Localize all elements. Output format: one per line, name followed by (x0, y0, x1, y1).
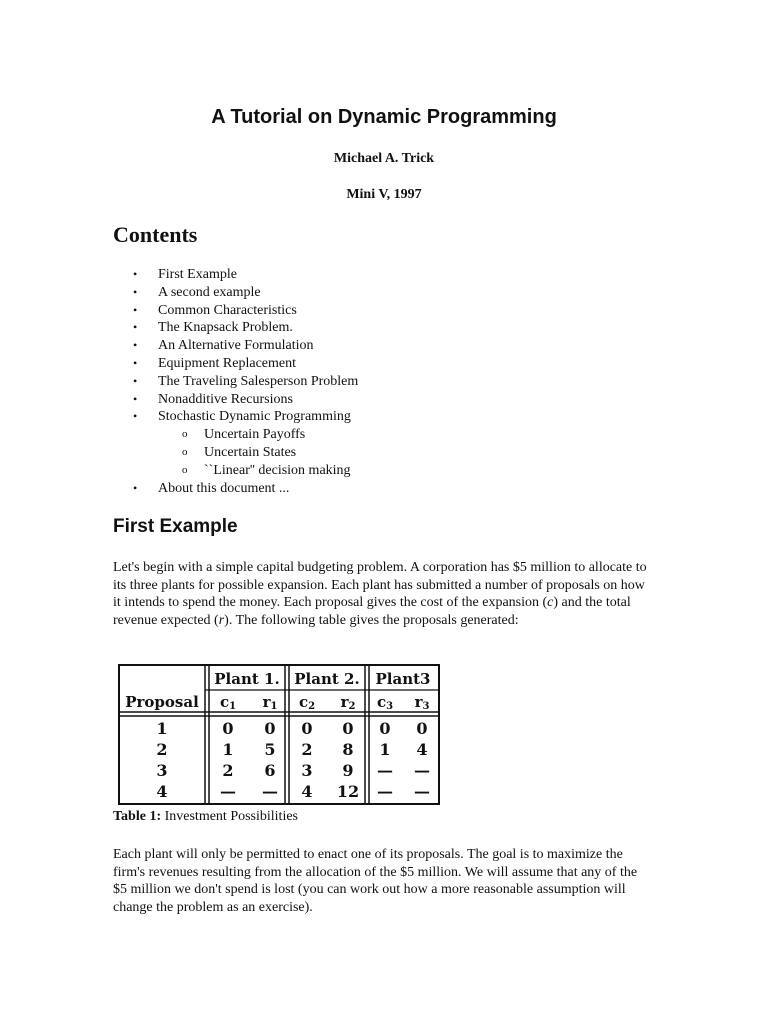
toc-link[interactable]: About this document ... (158, 480, 290, 496)
table-cell: — (414, 782, 430, 801)
table-cell: 0 (379, 719, 391, 738)
table-cell: 2 (301, 740, 313, 759)
bullet-icon: • (133, 373, 138, 388)
table-cell: — (262, 782, 278, 801)
table-cell: — (377, 761, 393, 780)
bullet-icon: • (133, 267, 138, 281)
cost-symbol: c (547, 595, 554, 611)
document-date: Mini V, 1997 (346, 187, 422, 202)
caption-text: Investment Possibilities (164, 809, 298, 824)
toc-link[interactable]: A second example (158, 284, 261, 300)
table-cell: 4 (301, 782, 313, 801)
proposal-number-cell: 4 (156, 782, 168, 801)
plant-column-header: Plant 2. (294, 670, 360, 688)
para-text: ). The following table gives the proposals generated: (224, 612, 519, 628)
table-cell: 0 (264, 719, 276, 738)
table-cell: 1 (222, 740, 234, 759)
toc-link[interactable]: Common Characteristics (158, 302, 297, 318)
toc-link[interactable]: The Knapsack Problem. (158, 320, 293, 336)
toc-link[interactable]: Equipment Replacement (158, 355, 297, 371)
toc-link[interactable]: Uncertain Payoffs (204, 427, 306, 443)
document-title: A Tutorial on Dynamic Programming (211, 106, 557, 128)
cost-revenue-subheader: c2 (298, 693, 316, 712)
cost-revenue-subheader: c1 (219, 693, 237, 712)
bullet-icon: • (133, 320, 138, 335)
bullet-icon: • (133, 284, 138, 299)
investment-table-figure (118, 664, 440, 805)
section-heading-first-example: First Example (113, 516, 238, 537)
plant-column-header: Plant3 (375, 670, 431, 688)
bullet-icon: • (133, 355, 138, 370)
circle-bullet-icon: o (182, 445, 188, 458)
investment-table (120, 666, 438, 803)
table-cell: — (414, 761, 430, 780)
toc-link[interactable]: First Example (158, 267, 237, 282)
table-cell: 6 (264, 761, 276, 780)
contents-heading: Contents (113, 222, 198, 247)
circle-bullet-icon: o (182, 428, 188, 441)
bullet-icon: • (133, 302, 138, 317)
table-cell: 0 (342, 719, 354, 738)
table-cell: 0 (301, 719, 313, 738)
table-cell: 9 (342, 761, 354, 780)
plant-column-header: Plant 1. (214, 670, 280, 688)
cost-revenue-subheader: r1 (262, 693, 278, 712)
bullet-icon: • (133, 409, 138, 424)
toc-link[interactable]: The Traveling Salesperson Problem (158, 373, 359, 389)
table-cell: 4 (416, 740, 428, 759)
table-cell: 2 (222, 761, 234, 780)
proposal-column-header: Proposal (125, 693, 199, 711)
table-cell: 0 (222, 719, 234, 738)
proposal-number-cell: 3 (156, 761, 168, 780)
table-cell: — (377, 782, 393, 801)
table-caption (113, 809, 298, 825)
cost-revenue-subheader: r2 (340, 693, 356, 712)
table-cell: 8 (342, 740, 354, 759)
revenue-symbol: r (218, 612, 225, 628)
table-cell: 12 (336, 782, 360, 801)
proposal-number-cell: 1 (156, 719, 168, 738)
circle-bullet-icon: o (182, 463, 188, 476)
goal-paragraph: Each plant will only be permitted to enact one of its proposals. The goal is to maximize the firm's revenues resulting from the allocation of the $5 million. We will assume that any of the $5 million we don't spend is lost (you can work out how a more reasonable assumption will change the problem as an exercise). (113, 847, 638, 915)
toc-link[interactable]: Nonadditive Recursions (158, 391, 293, 407)
table-cell: 0 (416, 719, 428, 738)
para-text: Let's begin with a simple capital budgeting problem. A corporation has $5 million to allocate to its three plants for possible expansion. Each plant has submitted a number of proposals on how it intends to spend the money. Each proposal gives the cost of the expansion ( (113, 560, 647, 611)
caption-label: Table 1: (113, 809, 162, 824)
table-cell: 3 (301, 761, 313, 780)
table-cell: 1 (379, 740, 391, 759)
intro-paragraph (113, 559, 653, 629)
proposal-number-cell: 2 (156, 740, 168, 759)
table-cell: 5 (264, 740, 276, 759)
toc-link[interactable]: Stochastic Dynamic Programming (158, 409, 351, 425)
toc-link[interactable]: ``Linear'' decision making (204, 462, 351, 478)
bullet-icon: • (133, 391, 138, 406)
table-cell: — (220, 782, 236, 801)
toc-link[interactable]: An Alternative Formulation (158, 338, 314, 354)
cost-revenue-subheader: c3 (376, 693, 394, 712)
author-name: Michael A. Trick (333, 151, 435, 166)
bullet-icon: • (133, 338, 138, 353)
para-text: ) and the total revenue expected ( (113, 595, 631, 628)
cost-revenue-subheader: r3 (414, 693, 430, 712)
toc-link[interactable]: Uncertain States (204, 444, 297, 460)
bullet-icon: • (133, 480, 138, 495)
